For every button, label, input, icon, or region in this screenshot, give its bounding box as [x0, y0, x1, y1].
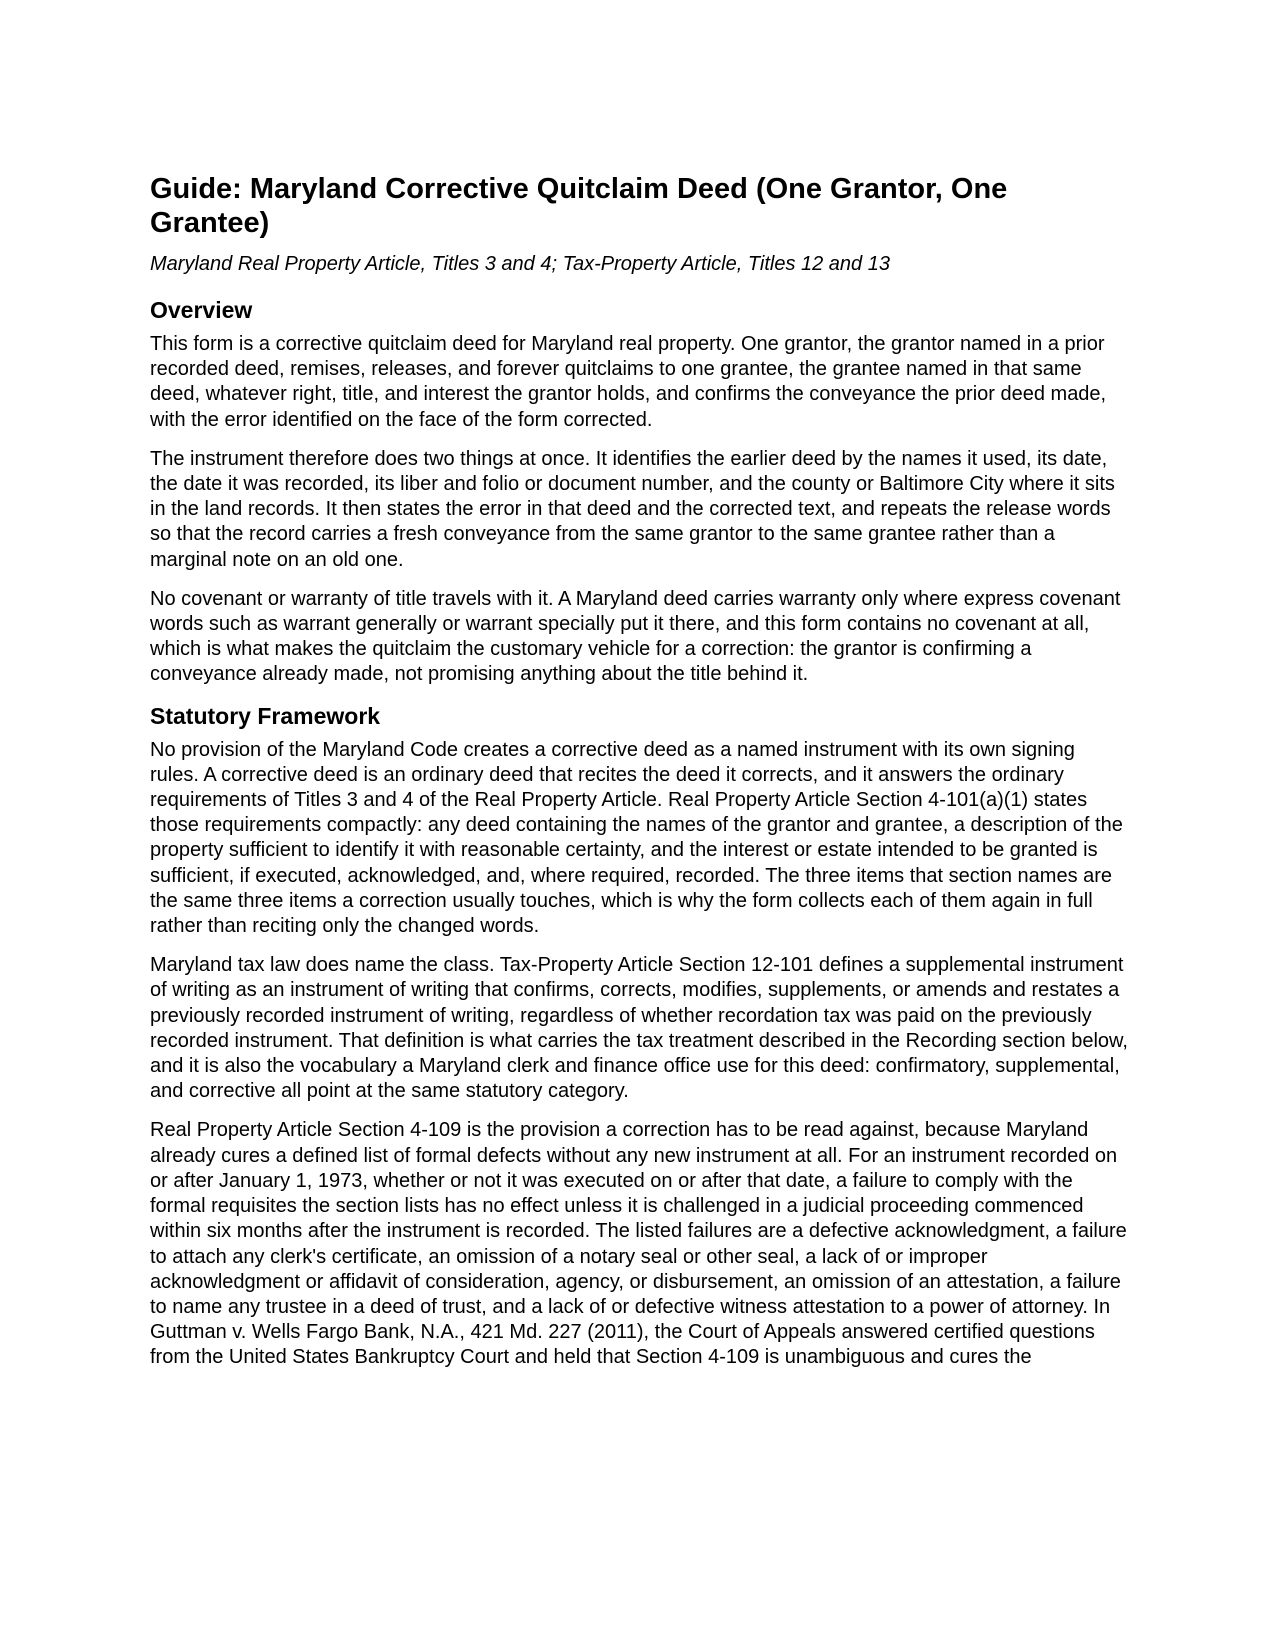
document-subtitle: Maryland Real Property Article, Titles 3 and 4; Tax-Property Article, Titles 12 and 13	[150, 253, 890, 275]
section-heading: Statutory Framework	[150, 702, 381, 729]
document-page	[150, 172, 1128, 1385]
section-overview	[150, 296, 1128, 688]
section-heading: Overview	[150, 297, 253, 323]
paragraph: No provision of the Maryland Code creates a corrective deed as a named instrument with its own signing rules. A corrective deed is an ordinary deed that recites the deed it corrects, and it answers the ordinary requirements of Titles 3 and 4 of the Real Property Article. Real Property Article Section 4-101(a)(1) states those requirements compactly: any deed containing the names of the grantor and grantee, a description of the property sufficient to identify it with reasonable certainty, and the interest or estate intended to be granted is sufficient, if executed, acknowledged, and, where required, recorded. The three items that section names are the same three items a correction usually touches, which is why the form collects each of them again in full rather than reciting only the changed words.	[150, 738, 1123, 938]
document-title: Guide: Maryland Corrective Quitclaim Deed (One Grantor, One Grantee)	[150, 173, 1008, 239]
paragraph: This form is a corrective quitclaim deed for Maryland real property. One grantor, the grantor named in a prior recorded deed, remises, releases, and forever quitclaims to one grantee, the grantee named in that same deed, whatever right, title, and interest the grantor holds, and confirms the conveyance the prior deed made, with the error identified on the face of the form corrected.	[150, 333, 1107, 431]
paragraph: Maryland tax law does name the class. Tax-Property Article Section 12-101 defines a supplemental instrument of writing as an instrument of writing that confirms, corrects, modifies, supplements, or amends and restates a previously recorded instrument of writing, regardless of whether recordation tax was paid on the previously recorded instrument. That definition is what carries the tax treatment described in the Recording section below, and it is also the vocabulary a Maryland clerk and finance office use for this deed: confirmatory, supplemental, and corrective all point at the same statutory category.	[150, 954, 1128, 1103]
paragraph: No covenant or warranty of title travels with it. A Maryland deed carries warranty only where express covenant words such as warrant generally or warrant specially put it there, and this form contains no covenant at all, which is what makes the quitclaim the customary vehicle for a correction: the grantor is confirming a conveyance already made, not promising anything about the title behind it.	[150, 587, 1121, 686]
paragraph: The instrument therefore does two things at once. It identifies the earlier deed by the names it used, its date, the date it was recorded, its liber and folio or document number, and the county or Baltimore City where it sits in the land records. It then states the error in that deed and the corrected text, and repeats the release words so that the record carries a fresh conveyance from the same grantor to the same grantee rather than a marginal note on an old one.	[150, 447, 1115, 571]
paragraph: Real Property Article Section 4-109 is the provision a correction has to be read against, because Maryland already cures a defined list of formal defects without any new instrument at all. For an instrument recorded on or after January 1, 1973, whether or not it was executed on or after that date, a failure to comply with the formal requisites the section lists has no effect unless it is challenged in a judicial proceeding commenced within six months after the instrument is recorded. The listed failures are a defective acknowledgment, a failure to attach any clerk's certificate, an omission of a notary seal or other seal, a lack of or improper acknowledgment or affidavit of consideration, agency, or disbursement, an omission of an attestation, a failure to name any trustee in a deed of trust, and a lack of or defective witness attestation to a power of attorney. In Guttman v. Wells Fargo Bank, N.A., 421 Md. 227 (2011), the Court of Appeals answered certified questions from the United States Bankruptcy Court and held that Section 4-109 is unambiguous and cures the	[150, 1119, 1127, 1369]
section-statutory-framework	[150, 702, 1128, 1371]
